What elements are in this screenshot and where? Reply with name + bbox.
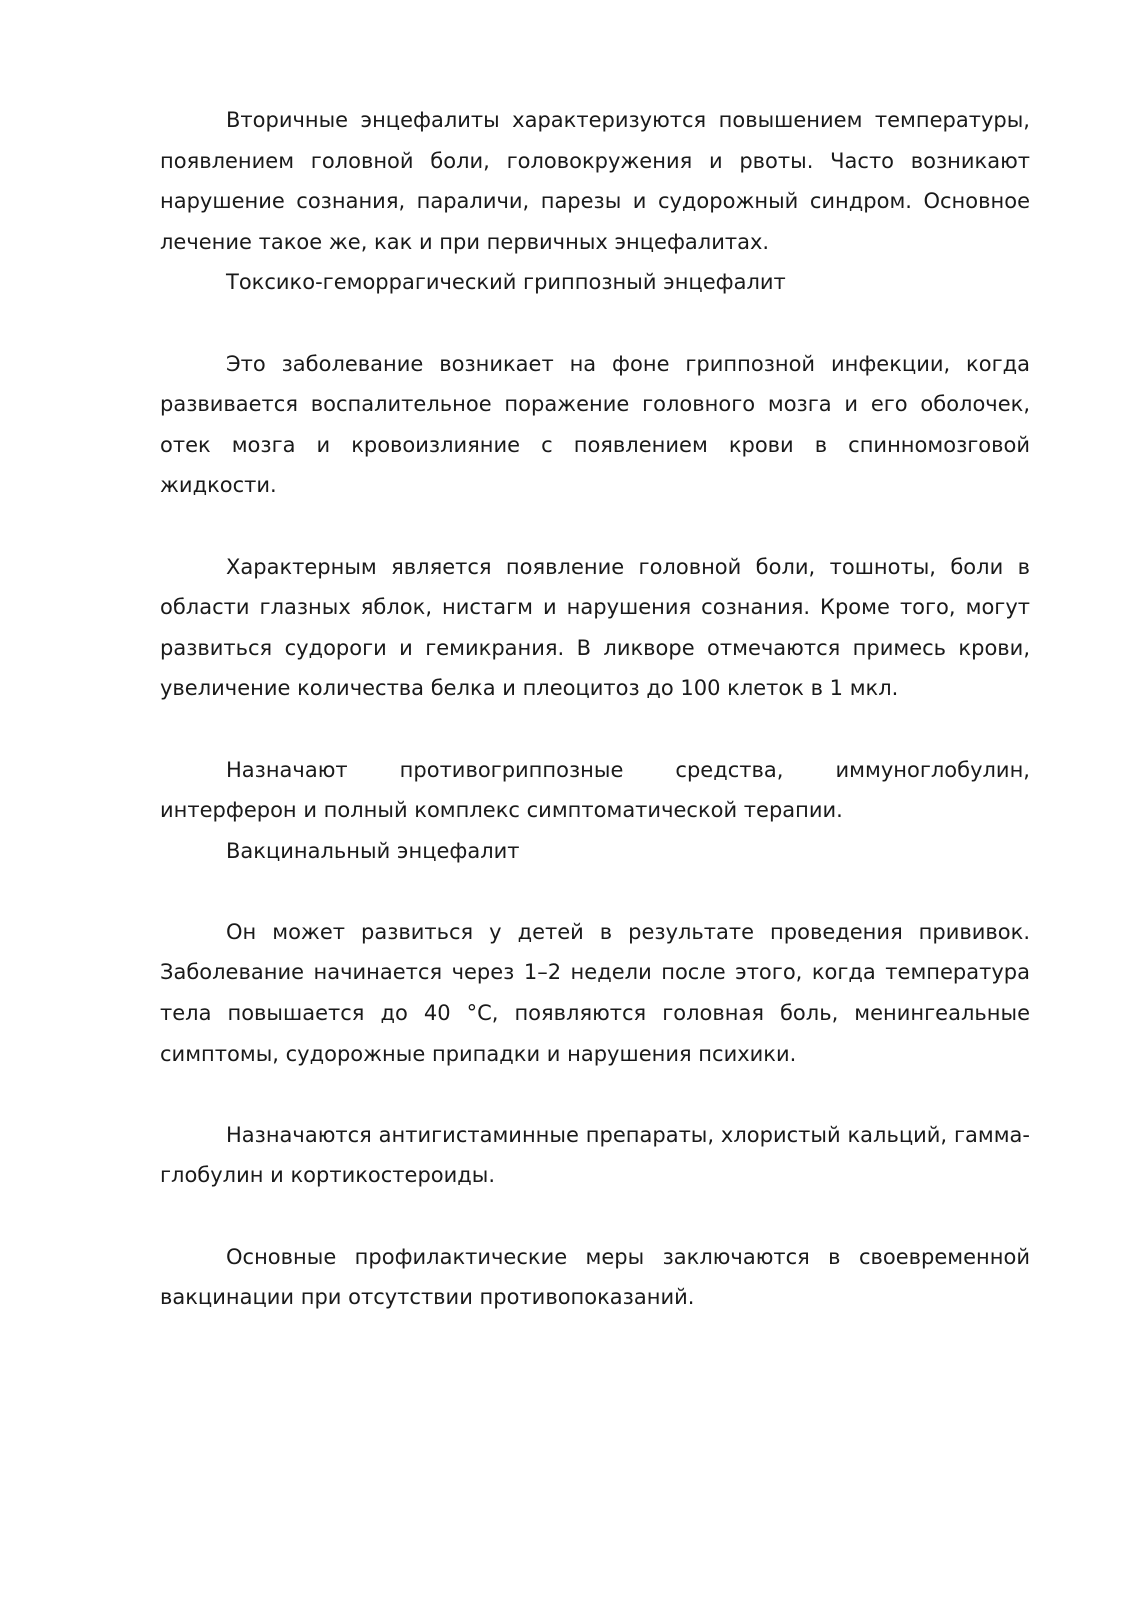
paragraph-vaccinal-treatment: Назначаются антигистаминные препараты, хлористый кальций, гамма-глобулин и кортикостероиды. <box>160 1122 1030 1188</box>
paragraph-disease-description: Это заболевание возникает на фоне гриппозной инфекции, когда развивается воспалительное поражение головного мозга и его оболочек, отек мозга и кровоизлияние с появлением крови в спинномозговой жидкости. <box>160 351 1030 498</box>
paragraph-vaccinal-description: Он может развиться у детей в результате проведения прививок. Заболевание начинается через 1–2 недели после этого, когда температура тела повышается до 40 °С, появляются головная боль, менингеальные симптомы, судорожные припадки и нарушения психики. <box>160 919 1030 1066</box>
blank-line <box>160 871 1030 912</box>
blank-line <box>160 1074 1030 1115</box>
paragraph-secondary-encephalitis: Вторичные энцефалиты характеризуются повышением температуры, появлением головной боли, головокружения и рвоты. Часто возникают нарушение сознания, параличи, парезы и судорожный синдром. Основное лечение такое же, как и при первичных энцефалитах. <box>160 108 1030 254</box>
paragraph-treatment: Назначают противогриппозные средства, иммуноглобулин, интерферон и полный комплекс симптоматической терапии. <box>160 757 1030 823</box>
paragraph-prevention: Основные профилактические меры заключаются в своевременной вакцинации при отсутствии противопоказаний. <box>160 1244 1030 1310</box>
blank-line <box>160 506 1030 547</box>
blank-line <box>160 303 1030 344</box>
document-page <box>160 100 1030 1318</box>
paragraph-symptoms: Характерным является появление головной боли, тошноты, боли в области глазных яблок, нистагм и нарушения сознания. Кроме того, могут развиться судороги и гемикрания. В ликворе отмечаются примесь крови, увеличение количества белка и плеоцитоз до 100 клеток в 1 мкл. <box>160 554 1030 701</box>
blank-line <box>160 709 1030 750</box>
section-heading-vaccinal: Вакцинальный энцефалит <box>226 838 520 863</box>
blank-line <box>160 1196 1030 1237</box>
section-heading-toxic-hemorrhagic: Токсико-геморрагический гриппозный энцефалит <box>226 270 786 295</box>
